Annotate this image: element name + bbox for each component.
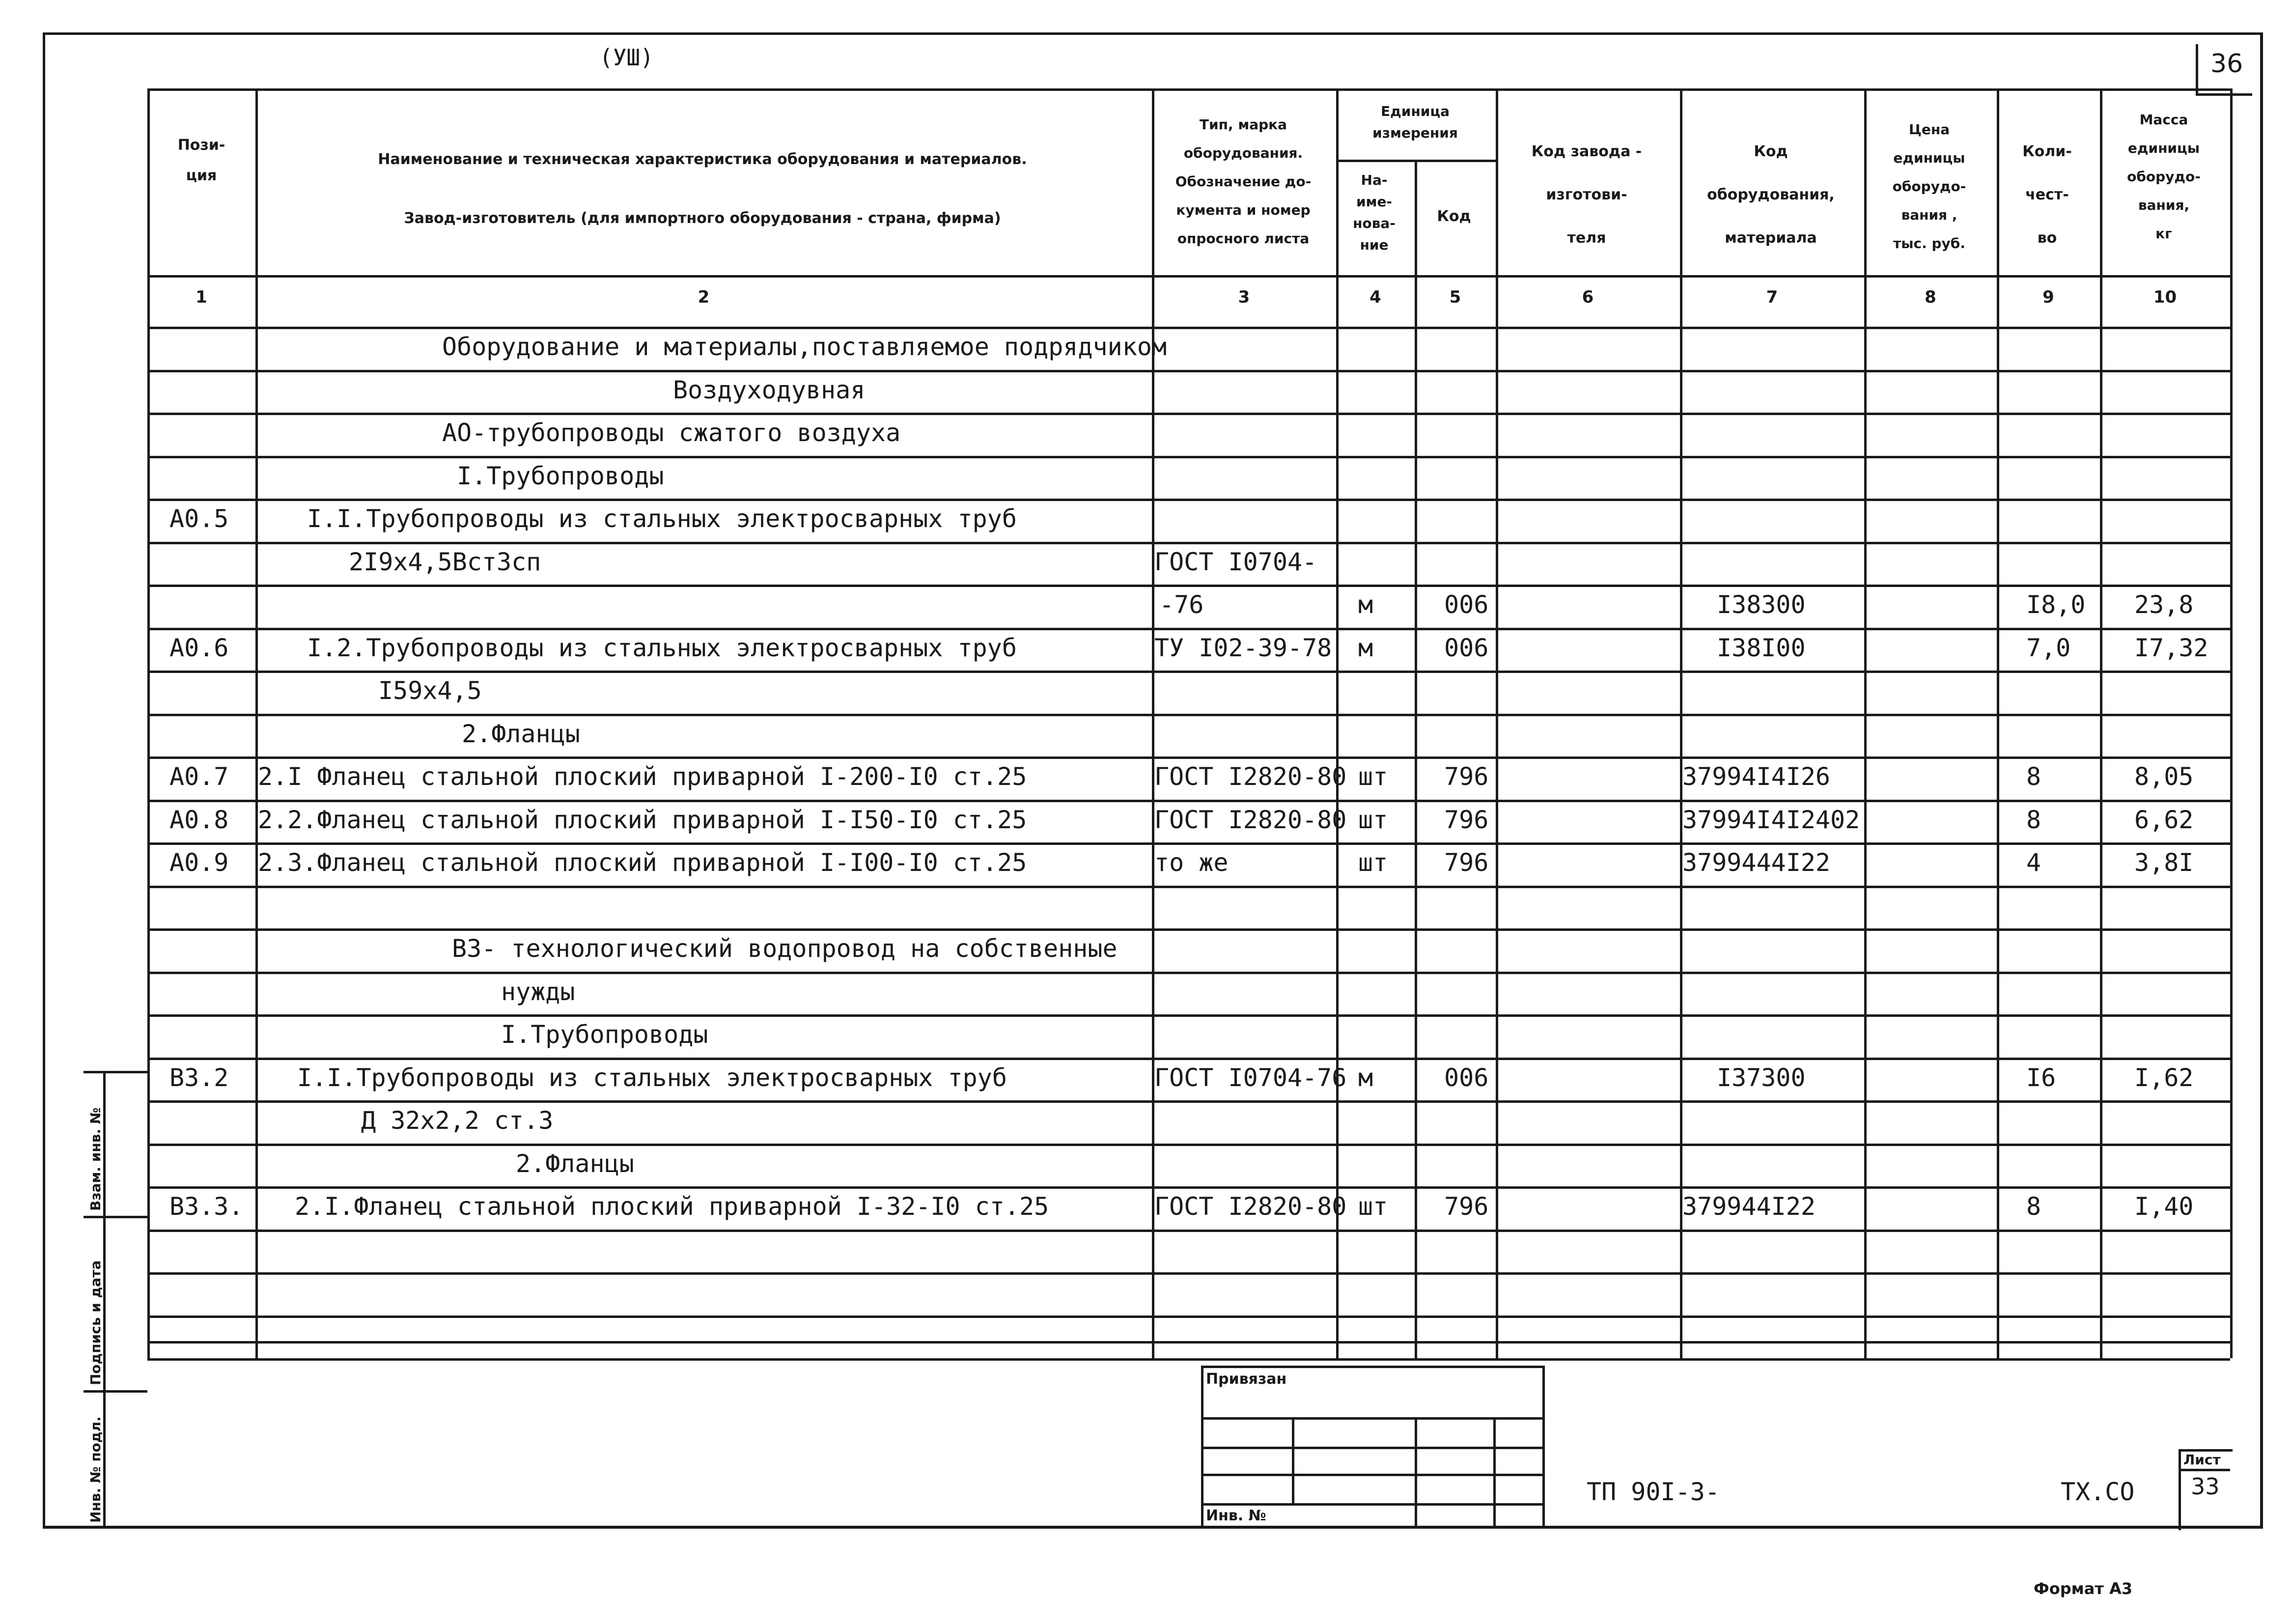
row-line [147,1358,2230,1361]
name-cell: 2.I Фланец стальной плоский приварной I-200-I0 ст.25 [258,762,1027,791]
equipment-code-cell: I38300 [1717,590,1806,619]
quantity-cell: 8 [2026,805,2041,834]
code-cell: 006 [1444,590,1489,619]
mass-cell: 8,05 [2134,762,2194,791]
header-col6: Код завода - изготови- теля [1531,143,1642,247]
equipment-code-cell: I37300 [1717,1063,1806,1092]
header-col10: Масса единицы оборудо- вания, кг [2127,112,2201,242]
row-line [147,886,2230,888]
row-line [147,370,2230,372]
row-line [147,499,2230,501]
row-line [147,1100,2230,1103]
type-cell: ТУ I02-39-78 [1154,633,1332,662]
row-line [147,1316,2230,1318]
equipment-code-cell: 37994I4I2402 [1682,805,1860,834]
column-line-3 [1336,88,1339,1358]
title-block-top-line [147,1341,2230,1344]
column-number: 1 [196,287,207,307]
column-number: 4 [1370,287,1381,307]
sheet-label: Лист [2183,1452,2221,1468]
side-label-vzam-inv: Взам. инв. № [87,1107,104,1211]
row-line [147,756,2230,759]
column-line-8 [1997,88,1999,1358]
row-line [147,542,2230,544]
title-code: (УШ) [599,44,654,71]
unit-cell: шт [1358,762,1388,791]
name-cell: 2.Фланцы [462,719,580,748]
position-cell: А0.8 [169,805,229,834]
row-line [147,456,2230,458]
row-line [147,800,2230,802]
name-cell: 2.2.Фланец стальной плоский приварной I-I50-I0 ст.25 [258,805,1027,834]
privyazan-vline3 [1493,1417,1496,1528]
side-stamp-sep2 [84,1390,147,1393]
mass-cell: I,62 [2134,1063,2194,1092]
column-line-4 [1415,160,1417,1358]
type-cell: ГОСТ I2820-80 [1154,805,1347,834]
name-cell: I59х4,5 [378,676,482,705]
name-cell: Воздуходувная [673,375,866,404]
equipment-code-cell: I38I00 [1717,633,1806,662]
column-number: 2 [698,287,710,307]
colnum-bottom-line [147,327,2230,329]
header-col1: Пози- ция [177,137,225,184]
code-cell: 796 [1444,1192,1489,1221]
name-cell: I.Трубопроводы [501,1020,708,1049]
quantity-cell: I6 [2026,1063,2056,1092]
page-number: 36 [2210,49,2243,79]
row-line [147,1186,2230,1189]
privyazan-label: Привязан [1206,1371,1287,1388]
name-cell: I.2.Трубопроводы из стальных электросварных труб [307,633,1017,662]
side-stamp-sep1 [84,1216,147,1218]
row-line [147,1014,2230,1017]
name-cell: Оборудование и материалы,поставляемое подрядчиком [442,333,1167,361]
side-label-inv-podl: Инв. № подл. [87,1416,104,1523]
code-cell: 006 [1444,1063,1489,1092]
name-cell: нужды [501,977,575,1006]
position-cell: А0.7 [169,762,229,791]
row-line [147,1272,2230,1275]
header-col9: Коли- чест- во [2022,143,2072,247]
column-line-10 [2230,88,2233,1358]
type-cell: -76 [1159,590,1204,619]
mass-cell: I7,32 [2134,633,2208,662]
unit-cell: м [1358,1063,1373,1092]
unit-cell: м [1358,590,1373,619]
type-cell: ГОСТ I2820-80 [1154,1192,1347,1221]
unit-cell: шт [1358,805,1388,834]
name-cell: 2.3.Фланец стальной плоский приварной I-I00-I0 ст.25 [258,848,1027,877]
header-col4: На- име- нова- ние [1353,172,1396,253]
unit-cell: м [1358,633,1373,662]
column-number: 10 [2153,287,2177,307]
header-bottom-line [147,275,2230,278]
name-cell: Д 32х2,2 ст.3 [361,1106,554,1135]
name-cell: I.Трубопроводы [457,461,664,490]
privyazan-vline1 [1292,1417,1294,1503]
doc-suffix: ТХ.СО [2061,1478,2135,1506]
column-line-2 [1152,88,1154,1358]
row-line [147,714,2230,716]
mass-cell: I,40 [2134,1192,2194,1221]
row-line [147,842,2230,845]
sheet-box-sep [2179,1469,2230,1471]
side-label-podpis-data: Подпись и дата [87,1260,104,1385]
name-cell: I.I.Трубопроводы из стальных электросварных труб [297,1063,1007,1092]
row-line [147,972,2230,974]
name-cell: 2I9х4,5ВстЗсп [349,547,541,576]
header-col5: Код [1437,208,1471,225]
column-number: 9 [2042,287,2054,307]
format-label: Формат А3 [2034,1579,2133,1598]
equipment-code-cell: 3799444I22 [1682,848,1831,877]
column-line-0 [147,88,150,1358]
row-line [147,585,2230,587]
type-cell: то же [1154,848,1229,877]
position-cell: В3.2 [169,1063,229,1092]
name-cell: В3- технологический водопровод на собственные [452,934,1118,963]
equipment-code-cell: 37994I4I26 [1682,762,1831,791]
mass-cell: 3,8I [2134,848,2194,877]
privyazan-vline2 [1415,1417,1417,1528]
quantity-cell: 4 [2026,848,2041,877]
position-cell: В3.3. [169,1192,244,1221]
column-number: 6 [1582,287,1594,307]
type-cell: ГОСТ I2820-80 [1154,762,1347,791]
name-cell: 2.I.Фланец стальной плоский приварной I-32-I0 ст.25 [295,1192,1049,1221]
position-cell: А0.5 [169,504,229,533]
row-line [147,1230,2230,1232]
table-top-line [147,88,2230,91]
name-cell: АО-трубопроводы сжатого воздуха [442,419,901,447]
row-line [147,928,2230,931]
position-cell: А0.9 [169,848,229,877]
code-cell: 796 [1444,805,1489,834]
doc-code: ТП 90I-3- [1587,1478,1720,1506]
header-col2: Наименование и техническая характеристика оборудования и материалов. Завод-изготовитель (для импортного оборудования - страна, фирма) [378,151,1027,227]
header-col3: Тип, марка оборудования. Обозначение до- кумента и номер опросного листа [1175,116,1312,247]
unit-cell: шт [1358,848,1388,877]
type-cell: ГОСТ I0704- [1154,547,1317,576]
column-number: 5 [1449,287,1461,307]
column-number: 7 [1766,287,1778,307]
equipment-code-cell: 379944I22 [1682,1192,1816,1221]
header-col8: Цена единицы оборудо- вания , тыс. руб. [1892,121,1966,252]
code-cell: 796 [1444,848,1489,877]
type-cell: ГОСТ I0704-76 [1154,1063,1347,1092]
column-number: 3 [1238,287,1250,307]
column-line-6 [1680,88,1682,1358]
header-col7: Код оборудования, материала [1707,143,1835,247]
name-cell: 2.Фланцы [516,1149,634,1178]
code-cell: 796 [1444,762,1489,791]
mass-cell: 23,8 [2134,590,2194,619]
row-line [147,628,2230,630]
quantity-cell: 7,0 [2026,633,2071,662]
unit-cell: шт [1358,1192,1388,1221]
quantity-cell: 8 [2026,762,2041,791]
header-unit-group: Единица измерения [1372,103,1458,141]
position-cell: А0.6 [169,633,229,662]
row-line [147,1058,2230,1060]
quantity-cell: I8,0 [2026,590,2086,619]
column-number: 8 [1925,287,1936,307]
column-line-7 [1864,88,1867,1358]
column-line-9 [2100,88,2102,1358]
mass-cell: 6,62 [2134,805,2194,834]
column-line-1 [255,88,258,1358]
quantity-cell: 8 [2026,1192,2041,1221]
column-line-5 [1496,88,1498,1358]
code-cell: 006 [1444,633,1489,662]
row-line [147,413,2230,415]
inv-no-label: Инв. № [1206,1507,1266,1524]
name-cell: I.I.Трубопроводы из стальных электросварных труб [307,504,1017,533]
row-line [147,671,2230,673]
sheet-number: 33 [2191,1473,2220,1500]
row-line [147,1144,2230,1146]
